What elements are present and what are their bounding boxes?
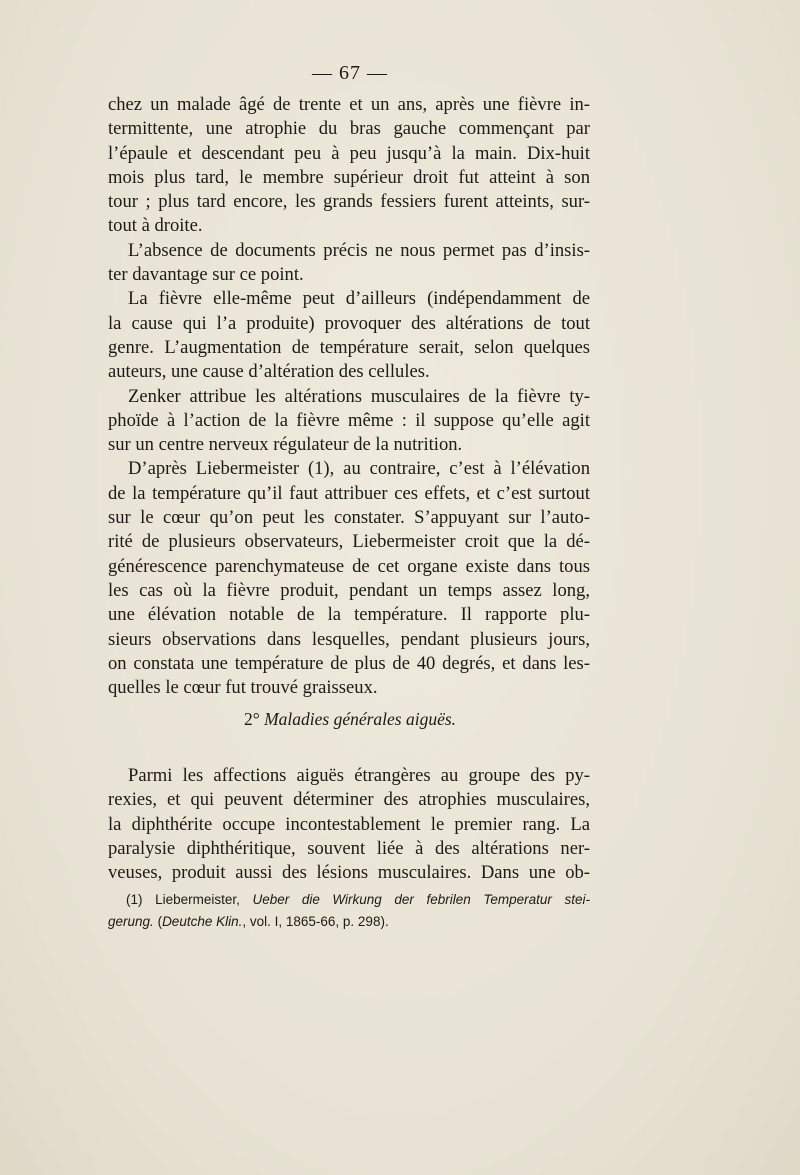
text-line: l’épaule et descendant peu à peu jusqu’à la main. Dix-huit [108, 142, 590, 164]
text-line: tour ; plus tard encore, les grands fessiers furent atteints, sur- [108, 191, 590, 213]
section-title: Maladies générales aiguës. [264, 709, 457, 729]
text-line: tout à droite. [108, 215, 203, 237]
text-line: paralysie diphthéritique, souvent liée à des altérations ner- [108, 837, 590, 859]
footnote-title: Ueber die Wirkung der febrilen Temperatur stei- [252, 892, 590, 907]
footnote-line [108, 889, 590, 911]
paragraph [108, 93, 590, 239]
text-line: ter davantage sur ce point. [108, 264, 304, 286]
text-line: une élévation notable de la température. Il rapporte plu- [108, 604, 590, 626]
text-line: rexies, et qui peuvent déterminer des atrophies musculaires, [108, 789, 590, 811]
text-line: la diphthérite occupe incontestablement le premier rang. La [108, 813, 590, 835]
text-line: veuses, produit aussi des lésions musculaires. Dans une ob- [108, 862, 590, 884]
footnote-source-rest: , vol. I, 1865-66, p. 298). [242, 914, 389, 929]
section-heading [0, 709, 700, 730]
body-text-bottom [108, 764, 590, 885]
text-line: mois plus tard, le membre supérieur droit fut atteint à son [108, 166, 590, 188]
text-line: la cause qui l’a produite) provoquer des altérations de tout [108, 312, 590, 334]
text-line: sur le cœur qu’on peut les constater. S’appuyant sur l’auto- [108, 507, 590, 529]
text-line: les cas où la fièvre produit, pendant un temps assez long, [108, 579, 590, 601]
text-line: D’après Liebermeister (1), au contraire, c’est à l’élévation [128, 458, 590, 480]
text-line: chez un malade âgé de trente et un ans, après une fièvre in- [108, 94, 590, 115]
text-line: sur un centre nerveux régulateur de la nutrition. [108, 434, 463, 456]
text-line: générescence parenchymateuse de cet organe existe dans tous [108, 555, 590, 577]
text-line: termittente, une atrophie du bras gauche commençant par [108, 118, 590, 140]
body-text-top [108, 93, 590, 700]
footnote [108, 889, 590, 933]
text-line: de la température qu’il faut attribuer ces effets, et c’est surtout [108, 482, 590, 504]
paragraph [108, 385, 590, 458]
text-line: quelles le cœur fut trouvé graisseux. [108, 677, 378, 699]
text-line: La fièvre elle-même peut d’ailleurs (indépendamment de [128, 288, 590, 310]
section-number: 2° [243, 709, 260, 729]
text-line: phoïde à l’action de la fièvre même : il suppose qu’elle agit [108, 409, 590, 431]
text-line: sieurs observations dans lesquelles, pendant plusieurs jours, [108, 628, 590, 650]
footnote-source-prefix: ( [157, 914, 163, 929]
footnote-line [108, 911, 590, 933]
text-line: rité de plusieurs observateurs, Liebermeister croit que la dé- [108, 531, 590, 553]
footnote-marker: (1) Liebermeister, [126, 892, 240, 907]
page-number: — 67 — [312, 62, 388, 84]
text-line: Parmi les affections aiguës étrangères au groupe des py- [128, 765, 590, 786]
text-line: genre. L’augmentation de température serait, selon quelques [108, 336, 590, 358]
footnote-title-cont: gerung. [108, 914, 154, 929]
text-line: auteurs, une cause d’altération des cellules. [108, 361, 430, 383]
paragraph [108, 239, 590, 288]
text-line: on constata une température de plus de 40 degrés, et dans les- [108, 652, 590, 674]
paragraph [108, 457, 590, 700]
paragraph [108, 764, 590, 885]
paragraph [108, 287, 590, 384]
text-line: Zenker attribue les altérations musculaires de la fièvre ty- [128, 385, 590, 407]
footnote-source: Deutche Klin. [162, 914, 243, 929]
text-line: L’absence de documents précis ne nous permet pas d’insis- [128, 239, 590, 261]
